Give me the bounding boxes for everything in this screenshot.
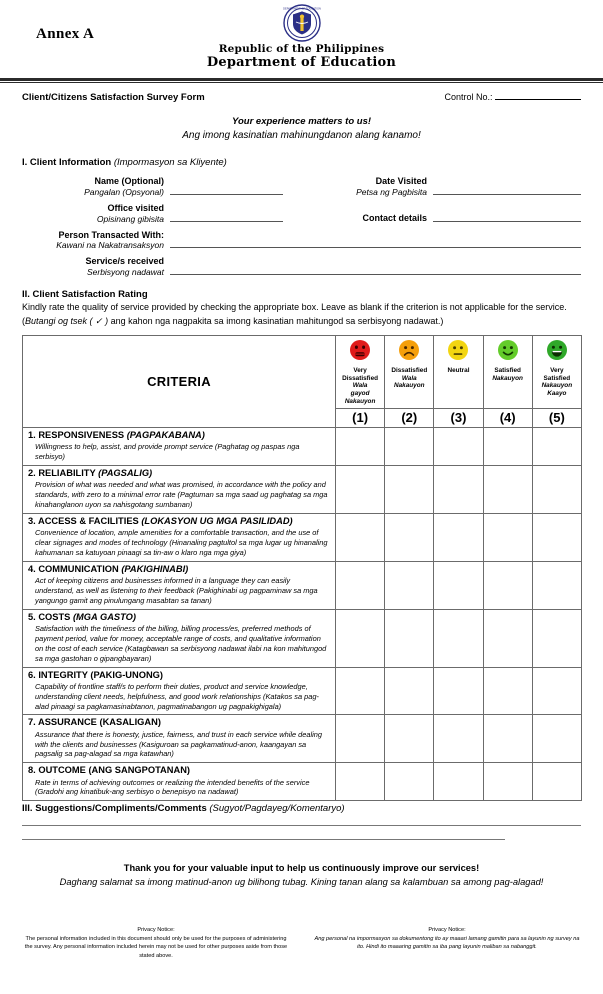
criterion-name-ceb-3: (LOKASYON UG MGA PASILIDAD)	[141, 515, 293, 526]
cap-en1-3: Neutral	[447, 366, 470, 374]
rating-box-3-4[interactable]	[483, 513, 532, 561]
criterion-name-en-2: 2. RELIABILITY	[28, 467, 99, 478]
criterion-desc-1: Willingness to help, assist, and provide prompt service (Paghatag og paspas nga serbisyo)	[35, 442, 300, 461]
rating-box-5-1[interactable]	[336, 609, 385, 667]
instr-rest-part: ang kahon nga nagpakita sa imong kasinatian mahitungod sa serbisyong nadawat.)	[108, 315, 444, 326]
rating-box-4-1[interactable]	[336, 561, 385, 609]
scale-header-very-dissatisfied	[336, 335, 385, 408]
info-row-name	[22, 176, 581, 197]
cap-ceb1-5: Nakauyon	[541, 382, 573, 390]
label-contact-details	[283, 213, 433, 224]
privacy-notice-english	[22, 926, 290, 960]
input-date-visited[interactable]	[433, 194, 581, 195]
scale-header-neutral	[434, 335, 483, 408]
criterion-desc-6: Capability of frontline staff/s to perform their duties, product and service knowledge, understanding client needs, helpfulness, and good work relationships (Katakos sa pag-alad pinaagi sa pagkamasinabtanon, pagmatinabangon ug pagpakighigala)	[35, 681, 319, 711]
cap-ceb1-4: Nakauyon	[492, 374, 523, 382]
scale-caption-very-dissatisfied	[337, 367, 383, 406]
scale-number-4: (4)	[483, 408, 532, 427]
rating-box-8-3[interactable]	[434, 763, 483, 801]
form-title-row	[22, 91, 581, 103]
face-very-satisfied-icon	[534, 339, 580, 366]
thank-you-block	[22, 862, 581, 890]
input-name[interactable]	[170, 194, 283, 195]
table-row	[23, 715, 582, 763]
criterion-desc-2: Provision of what was needed and what was promised, in accordance with the policy and standards, with zero to a minimal error rate (Pagtuman sa mga saad ug paghatag sa mga kinahanglanon uyon sa nahisgotang sumbanan)	[35, 480, 328, 509]
privacy-title-english: Privacy Notice:	[137, 927, 175, 934]
svg-text:DEPARTMENT OF EDUCATION: DEPARTMENT OF EDUCATION	[282, 7, 321, 11]
section-one-heading	[22, 157, 581, 168]
cap-en1-1: Very	[353, 366, 367, 374]
rating-box-6-5[interactable]	[532, 667, 581, 715]
criterion-name-1	[28, 430, 331, 441]
suggestions-input-line-1[interactable]	[22, 825, 581, 826]
control-number-blank[interactable]	[495, 91, 581, 100]
cap-ceb2-1: gayod	[350, 390, 370, 398]
criterion-name-en-8: 8. OUTCOME	[28, 765, 89, 776]
rating-box-3-3[interactable]	[434, 513, 483, 561]
section-two-instruction-en: Kindly rate the quality of service provided by checking the appropriate box. Leave as blank if the criterion is not applicable for the service.	[22, 301, 567, 312]
rating-box-2-2[interactable]	[385, 465, 434, 513]
rating-box-1-1[interactable]	[336, 427, 385, 465]
criterion-desc-3: Convenience of location, ample amenities for a comfortable transaction, and the use of clear signages and modes of technology (Hinanaling pagtultol sa mga lugar ug hinanaling kahumanan sa katuyoan pinaagi sa tin-aw o klaro nga mga giya)	[35, 528, 328, 557]
rating-box-7-4[interactable]	[483, 715, 532, 763]
criterion-name-en-7: 7. ASSURANCE	[28, 717, 100, 728]
privacy-title-filipino: Privacy Notice:	[428, 927, 466, 934]
label-office-visited-ceb: Opisinang gibisita	[96, 213, 164, 224]
face-neutral-icon	[435, 339, 481, 366]
label-date-visited-en: Date Visited	[375, 176, 427, 187]
criterion-name-4	[28, 564, 331, 575]
cap-ceb3-1: Nakauyon	[344, 398, 376, 406]
criterion-desc-7: Assurance that there is honesty, justice, fairness, and trust in each service while dealing with the clients and businesses (Kasiguroan sa pagkamatinud-anon, kaangayan sa pagsalig sa pag-alagad sa mga katawhan)	[35, 729, 323, 759]
thank-you-english: Thank you for your valuable input to help us continuously improve our services!	[123, 863, 480, 874]
criterion-name-ceb-5: (MGA GASTO)	[72, 611, 136, 622]
client-information-grid	[22, 176, 581, 277]
criterion-name-en-3: 3. ACCESS & FACILITIES	[28, 515, 142, 526]
criterion-name-5	[28, 612, 331, 623]
rating-box-6-2[interactable]	[385, 667, 434, 715]
criterion-cell-8	[23, 763, 336, 801]
label-name	[22, 176, 170, 197]
control-number-field[interactable]	[444, 91, 581, 102]
label-person-transacted-ceb: Kawani na Nakatransaksyon	[56, 240, 164, 251]
section-two-instruction-ceb	[22, 315, 581, 328]
rating-box-4-2[interactable]	[385, 561, 434, 609]
criterion-name-ceb-7: (KASALIGAN)	[99, 717, 161, 728]
section-two-block	[22, 289, 581, 328]
document-masthead	[22, 0, 581, 78]
input-contact-details[interactable]	[433, 221, 581, 222]
cap-en2-1: Dissatisfied	[342, 374, 379, 382]
privacy-body-filipino: Ang personal na impormasyon sa dokumentong ito ay maaari lamang gamitin para sa layunin ng survey na ito. Hindi ito maaaring gamitin sa iba pang layunin maliban sa nabanggit.	[314, 935, 580, 951]
criterion-cell-7	[23, 715, 336, 763]
scale-number-1: (1)	[336, 408, 385, 427]
criteria-rating-table	[22, 335, 582, 802]
rating-box-1-4[interactable]	[483, 427, 532, 465]
label-person-transacted-en: Person Transacted With:	[58, 229, 164, 240]
suggestions-input-line-2[interactable]	[22, 839, 505, 840]
table-row	[23, 427, 582, 465]
rating-box-1-5[interactable]	[532, 427, 581, 465]
rating-box-3-5[interactable]	[532, 513, 581, 561]
face-dissatisfied-icon	[386, 339, 432, 366]
criterion-name-en-4: 4. COMMUNICATION	[28, 563, 122, 574]
header-rule-thick	[0, 78, 603, 81]
criterion-name-6	[28, 670, 331, 681]
label-office-visited	[22, 203, 170, 224]
criterion-name-ceb-8: (ANG SANGPOTANAN)	[88, 765, 191, 776]
criterion-name-ceb-1: (PAGPAKABANA)	[126, 429, 205, 440]
section-one-subtitle: (Impormasyon sa Kliyente)	[113, 157, 227, 169]
scale-caption-satisfied	[485, 367, 531, 383]
rating-box-1-2[interactable]	[385, 427, 434, 465]
thank-you-cebuano: Daghang salamat sa imong matinud-anon ug bilihong tubag. Kining tanan alang sa kalambuan sa among pag-alagad!	[59, 877, 544, 888]
rating-box-2-3[interactable]	[434, 465, 483, 513]
face-very-dissatisfied-icon	[337, 339, 383, 366]
rating-box-2-5[interactable]	[532, 465, 581, 513]
cap-en1-2: Dissatisfied	[391, 366, 428, 374]
rating-box-6-1[interactable]	[336, 667, 385, 715]
seal-container	[22, 4, 581, 47]
criterion-name-ceb-6: (PAKIG-UNONG)	[90, 669, 163, 680]
table-row	[23, 561, 582, 609]
criterion-name-ceb-4: (PAKIGHINABI)	[121, 563, 189, 574]
section-one-title: I. Client Information	[22, 157, 112, 169]
instr-italic-part: Butangi og tsek ( ✓ )	[25, 315, 109, 326]
scale-number-5: (5)	[532, 408, 581, 427]
table-row	[23, 763, 582, 801]
rating-box-5-2[interactable]	[385, 609, 434, 667]
rating-box-7-5[interactable]	[532, 715, 581, 763]
rating-box-4-5[interactable]	[532, 561, 581, 609]
criterion-name-en-5: 5. COSTS	[28, 611, 73, 622]
label-name-en: Name (Optional)	[94, 176, 164, 187]
input-office-visited[interactable]	[170, 221, 283, 222]
rating-box-8-5[interactable]	[532, 763, 581, 801]
criterion-name-7	[28, 717, 331, 728]
rating-box-5-4[interactable]	[483, 609, 532, 667]
label-contact-details-en: Contact details	[362, 212, 427, 223]
section-three-heading	[22, 803, 581, 814]
info-row-person	[22, 230, 581, 251]
criteria-rows	[23, 427, 582, 800]
government-heading	[22, 44, 581, 70]
scale-header-very-satisfied	[532, 335, 581, 408]
rating-box-4-3[interactable]	[434, 561, 483, 609]
scale-caption-dissatisfied	[386, 367, 432, 390]
label-services-received-en: Service/s received	[85, 256, 164, 267]
criterion-cell-5	[23, 609, 336, 667]
label-person-transacted	[22, 230, 170, 251]
info-row-office	[22, 203, 581, 224]
input-services-received[interactable]	[170, 274, 581, 275]
header-rule-thin	[0, 82, 603, 83]
tagline-english: Your experience matters to us!	[231, 116, 372, 127]
rating-box-7-3[interactable]	[434, 715, 483, 763]
label-name-ceb: Pangalan (Opsyonal)	[84, 186, 164, 197]
privacy-notices	[22, 926, 581, 960]
rating-box-2-1[interactable]	[336, 465, 385, 513]
rating-header-row	[23, 335, 582, 408]
scale-header-dissatisfied	[385, 335, 434, 408]
scale-caption-neutral	[435, 367, 481, 375]
rating-box-5-3[interactable]	[434, 609, 483, 667]
rating-box-1-3[interactable]	[434, 427, 483, 465]
privacy-body-english: The personal information included in this document should only be used for the purposes of administering the survey. Any personal information included herein may not be used for other purposes aside from those stated above.	[24, 935, 288, 959]
criterion-cell-4	[23, 561, 336, 609]
rating-box-8-1[interactable]	[336, 763, 385, 801]
criterion-name-8	[28, 765, 331, 776]
table-row	[23, 609, 582, 667]
rating-box-7-1[interactable]	[336, 715, 385, 763]
criterion-cell-6	[23, 667, 336, 715]
criterion-cell-1	[23, 427, 336, 465]
criterion-cell-3	[23, 513, 336, 561]
republic-line: Republic of the Philippines	[218, 43, 385, 55]
criterion-desc-5: Satisfaction with the timeliness of the billing, billing process/es, preferred methods of payment period, value for money, acceptable range of costs, and qualitative information on the cost of each service (Katagbawan sa serbisyong nadawat ilabi na kon mahitungod sa mga gastohan o gipangbayaran)	[35, 623, 327, 663]
department-line: Department of Education	[206, 54, 397, 70]
cap-ceb2-5: Kaayo	[547, 390, 567, 398]
section-two-heading: II. Client Satisfaction Rating	[22, 288, 148, 300]
criterion-name-en-6: 6. INTEGRITY	[28, 669, 91, 680]
criterion-name-3	[28, 516, 331, 527]
scale-number-2: (2)	[385, 408, 434, 427]
cap-en2-5: Satisfied	[543, 374, 571, 382]
cap-ceb1-1: Wala	[352, 382, 368, 390]
criterion-desc-8: Rate in terms of achieving outcomes or realizing the intended benefits of the service (Gradohi ang kinatibuk-ang serbisyo o benepisyo na nadawat)	[35, 777, 310, 797]
section-three-title: III. Suggestions/Compliments/Comments	[22, 803, 207, 815]
annex-label: Annex A	[36, 26, 95, 42]
rating-box-4-4[interactable]	[483, 561, 532, 609]
cap-en1-5: Very	[550, 366, 564, 374]
label-services-received	[22, 256, 170, 277]
cap-ceb2-2: Nakauyon	[394, 382, 425, 390]
cap-ceb1-2: Wala	[401, 374, 417, 382]
criterion-name-ceb-2: (PAGSALIG)	[98, 467, 153, 478]
label-office-visited-en: Office visited	[107, 202, 164, 213]
section-three-subtitle: (Sugyot/Pagdayeg/Komentaryo)	[209, 803, 345, 815]
criterion-name-en-1: 1. RESPONSIVENESS	[28, 429, 127, 440]
label-date-visited	[283, 176, 433, 197]
tagline-block	[22, 115, 581, 143]
tagline-cebuano: Ang imong kasinatian mahinungdanon alang kanamo!	[182, 129, 421, 141]
rating-box-7-2[interactable]	[385, 715, 434, 763]
table-row	[23, 667, 582, 715]
info-row-services	[22, 256, 581, 277]
label-services-received-ceb: Serbisyong nadawat	[86, 266, 164, 277]
table-row	[23, 513, 582, 561]
page-title: Client/Citizens Satisfaction Survey Form	[22, 92, 205, 103]
face-satisfied-icon	[485, 339, 531, 366]
rating-box-6-3[interactable]	[434, 667, 483, 715]
criteria-column-header: CRITERIA	[23, 335, 336, 427]
rating-box-8-4[interactable]	[483, 763, 532, 801]
rating-box-6-4[interactable]	[483, 667, 532, 715]
scale-caption-very-satisfied	[534, 367, 580, 398]
rating-box-3-1[interactable]	[336, 513, 385, 561]
scale-number-3: (3)	[434, 408, 483, 427]
criterion-desc-4: Act of keeping citizens and businesses informed in a language they can easily understand, as well as listening to their feedback (Pakighinabi ug pagpaminaw sa mga yangungo gamit ang pinulungang masabtan sa tanan)	[35, 575, 318, 605]
criterion-cell-2	[23, 465, 336, 513]
instr-open-paren: (	[22, 315, 25, 326]
cap-en1-4: Satisfied	[494, 366, 521, 374]
criterion-name-2	[28, 468, 331, 479]
privacy-notice-filipino	[313, 926, 581, 960]
label-date-visited-ceb: Petsa ng Pagbisita	[356, 186, 427, 197]
rating-box-8-2[interactable]	[385, 763, 434, 801]
table-row	[23, 465, 582, 513]
rating-box-5-5[interactable]	[532, 609, 581, 667]
rating-box-3-2[interactable]	[385, 513, 434, 561]
control-number-label: Control No.:	[444, 92, 493, 102]
rating-box-2-4[interactable]	[483, 465, 532, 513]
scale-header-satisfied	[483, 335, 532, 408]
deped-seal-icon	[283, 4, 321, 42]
input-person-transacted[interactable]	[170, 247, 581, 248]
